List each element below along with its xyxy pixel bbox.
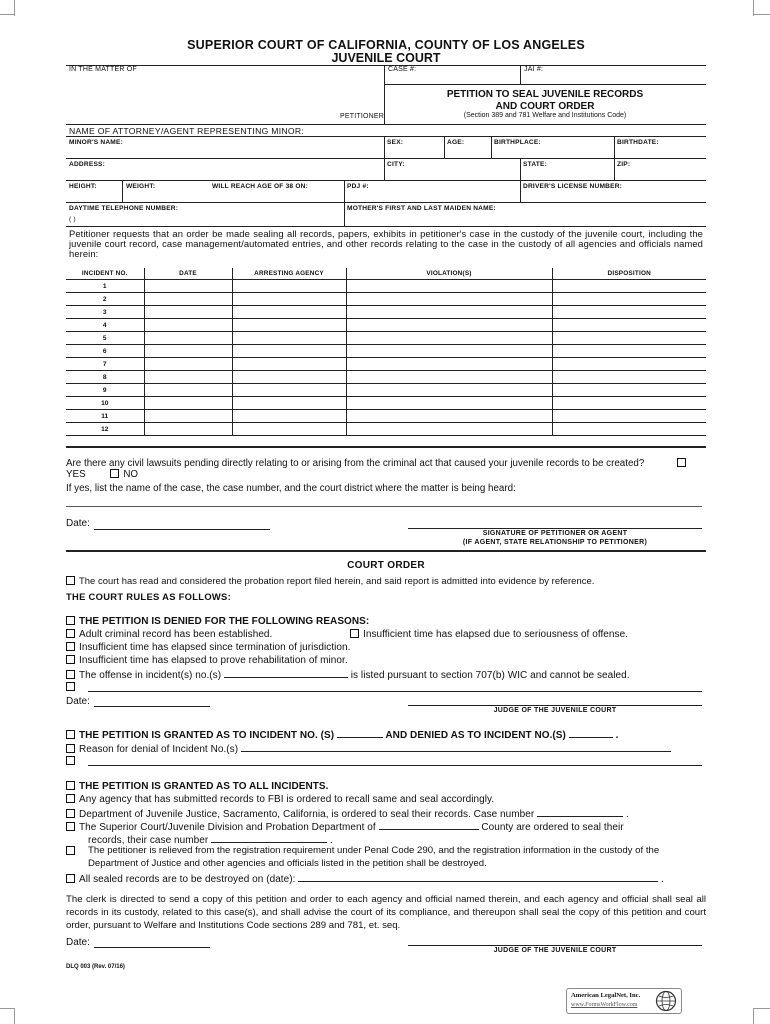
granted-incident-line[interactable]	[337, 728, 383, 738]
seriousness-row	[350, 629, 628, 640]
rule	[520, 180, 521, 202]
fbi-checkbox[interactable]	[66, 794, 75, 803]
table-row[interactable]	[66, 410, 706, 423]
petition-subtitle: AND COURT ORDER	[495, 101, 595, 112]
petition-title: PETITION TO SEAL JUVENILE RECORDS	[446, 89, 644, 100]
rule	[344, 180, 345, 202]
destroy-date-line[interactable]	[298, 872, 658, 882]
weight-field[interactable]: WEIGHT:	[126, 183, 156, 190]
publisher-url[interactable]: www.FormsWorkFlow.com	[571, 1002, 638, 1008]
globe-icon	[655, 990, 677, 1012]
granted-text-a: THE PETITION IS GRANTED AS TO INCIDENT NO. (S)	[79, 730, 335, 741]
petitioner-date-line[interactable]	[94, 529, 270, 530]
granted-all-row: THE PETITION IS GRANTED AS TO ALL INCIDENTS.	[66, 781, 328, 792]
incident-number: 1	[66, 280, 144, 293]
zip-field[interactable]: ZIP:	[617, 161, 631, 168]
rule	[344, 202, 345, 226]
denied-date-label: Date:	[66, 696, 90, 707]
pdj-number-field[interactable]: PDJ #:	[347, 183, 369, 190]
rule	[66, 180, 706, 181]
crop-mark	[14, 1008, 15, 1024]
rule	[66, 202, 706, 203]
offense-707b-row	[66, 668, 630, 681]
rule	[66, 124, 706, 125]
table-row[interactable]	[66, 293, 706, 306]
offense-text-b: is listed pursuant to section 707(b) WIC and cannot be sealed.	[350, 670, 630, 681]
granted-text-b: AND DENIED AS TO INCIDENT NO.(S)	[385, 730, 566, 741]
form-id: DLQ 003 (Rev. 07/16)	[66, 964, 125, 970]
other-reason-line[interactable]	[88, 691, 702, 692]
county-line[interactable]	[379, 820, 479, 830]
petitioner-signature-line[interactable]	[408, 528, 702, 529]
doj-text: Department of Juvenile Justice, Sacramento, California, is ordered to seal their records. Case number	[79, 809, 535, 820]
crop-mark	[753, 1008, 754, 1024]
reason-denial-text: Reason for denial of Incident No.(s)	[79, 744, 239, 755]
granted-other-line[interactable]	[88, 765, 702, 766]
granted-other-checkbox[interactable]	[66, 756, 75, 765]
reason-denial-line[interactable]	[241, 742, 671, 752]
minor-name-field[interactable]: MINOR'S NAME:	[69, 139, 123, 146]
destroy-checkbox[interactable]	[66, 874, 75, 883]
granted-all-heading: THE PETITION IS GRANTED AS TO ALL INCIDENTS	[79, 781, 326, 792]
table-row[interactable]	[66, 384, 706, 397]
signature-caption-agent: (IF AGENT, STATE RELATIONSHIP TO PETITIONER)	[462, 539, 648, 546]
col-date: DATE	[144, 268, 232, 280]
final-judge-caption: JUDGE OF THE JUVENILE COURT	[493, 947, 617, 954]
considered-checkbox[interactable]	[66, 576, 75, 585]
table-row[interactable]	[66, 423, 706, 436]
seriousness-text: Insufficient time has elapsed due to seriousness of offense.	[363, 629, 629, 640]
age-field[interactable]: AGE:	[447, 139, 465, 146]
yes-label: YES	[66, 469, 86, 480]
rule	[520, 158, 521, 180]
phone-field[interactable]: DAYTIME TELEPHONE NUMBER:	[69, 205, 179, 212]
incident-number: 7	[66, 358, 144, 371]
petitioner-date-label: Date:	[66, 518, 90, 529]
seriousness-checkbox[interactable]	[350, 629, 359, 638]
state-field[interactable]: STATE:	[523, 161, 548, 168]
granted-partial-checkbox[interactable]	[66, 730, 75, 739]
civil-lawsuit-question	[66, 458, 704, 480]
crop-mark	[0, 14, 14, 15]
mother-maiden-name-field[interactable]: MOTHER'S FIRST AND LAST MAIDEN NAME:	[347, 205, 496, 212]
rule	[520, 65, 521, 84]
incident-number: 6	[66, 345, 144, 358]
rule	[384, 136, 385, 158]
crop-mark	[0, 1008, 14, 1009]
other-reason-checkbox[interactable]	[66, 682, 75, 691]
doj-row: Department of Juvenile Justice, Sacramento, California, is ordered to seal their records. Case number .	[66, 807, 629, 820]
crop-mark	[754, 14, 770, 15]
court-rules-heading: THE COURT RULES AS FOLLOWS:	[66, 591, 232, 602]
adult-record-row	[66, 629, 272, 640]
reason-denial-row	[66, 742, 671, 755]
rule	[66, 158, 706, 159]
denied-row	[66, 616, 369, 627]
rule	[384, 84, 706, 85]
jurisdiction-row	[66, 642, 351, 653]
sex-field[interactable]: SEX:	[387, 139, 404, 146]
superior-case-row: records, their case number .	[88, 835, 333, 846]
destroy-text: All sealed records are to be destroyed on (date):	[79, 874, 296, 885]
publisher-logo	[566, 988, 682, 1014]
granted-all-checkbox[interactable]	[66, 781, 75, 790]
incident-number: 12	[66, 423, 144, 436]
col-arresting-agency: ARRESTING AGENCY	[232, 268, 346, 280]
publisher-name: American LegalNet, Inc.	[571, 992, 641, 999]
height-field[interactable]: HEIGHT:	[69, 183, 97, 190]
considered-text: The court has read and considered the probation report filed herein, and said report is admitted into evidence by reference.	[79, 575, 595, 586]
denied-judge-signature-line[interactable]	[408, 705, 702, 706]
case-number-field[interactable]: CASE #:	[388, 66, 417, 73]
request-paragraph: Petitioner requests that an order be made sealing all records, papers, exhibits in petitioner's case in the custody of the juvenile court, including the juvenile court record, case management/automated entries, and other records relating to the case in the custody of all agencies and officials named herein:	[69, 228, 703, 260]
rule	[66, 550, 706, 552]
offense-text-a: The offense in incident(s) no.(s)	[79, 670, 222, 681]
jurisdiction-checkbox[interactable]	[66, 642, 75, 651]
col-disposition: DISPOSITION	[552, 268, 706, 280]
rule	[491, 136, 492, 158]
table-row[interactable]	[66, 397, 706, 410]
rule	[66, 446, 706, 448]
clerk-directive: The clerk is directed to send a copy of this petition and order to each agency and official named therein, and each agency and official shall seal all records in its custody, related to this case(s), and shall advise the court of its compliance, and thereupon shall seal the copy of this petition and court order, pursuant to Welfare and Institutions Code sections 289 and 781, et. seq.	[66, 894, 706, 931]
in-the-matter-label: IN THE MATTER OF	[69, 66, 137, 73]
granted-partial-row: THE PETITION IS GRANTED AS TO INCIDENT NO. (S) AND DENIED AS TO INCIDENT NO.(S) .	[66, 728, 618, 741]
fbi-text: Any agency that has submitted records to FBI is ordered to recall same and seal accordingly.	[79, 794, 495, 805]
doj-checkbox[interactable]	[66, 809, 75, 818]
considered-row	[66, 575, 594, 587]
no-label: NO	[123, 469, 139, 480]
table-row[interactable]	[66, 280, 706, 293]
address-field[interactable]: ADDRESS:	[69, 161, 106, 168]
denied-date-line[interactable]	[94, 706, 210, 707]
table-row[interactable]	[66, 345, 706, 358]
table-row[interactable]	[66, 306, 706, 319]
city-field[interactable]: CITY:	[387, 161, 405, 168]
denied-incident-line[interactable]	[569, 728, 613, 738]
final-date-label: Date:	[66, 937, 90, 948]
incident-number: 5	[66, 332, 144, 345]
col-incident-no: INCIDENT NO.	[66, 268, 144, 280]
denied-checkbox[interactable]	[66, 616, 75, 625]
drivers-license-field[interactable]: DRIVER'S LICENSE NUMBER:	[523, 183, 623, 190]
destroy-row: All sealed records are to be destroyed on (date): .	[66, 872, 664, 885]
incident-number: 11	[66, 410, 144, 423]
attorney-field[interactable]: NAME OF ATTORNEY/AGENT REPRESENTING MINOR:	[69, 126, 305, 136]
rule	[66, 136, 706, 137]
rule	[384, 158, 385, 180]
adult-record-text: Adult criminal record has been established.	[79, 629, 273, 640]
rule	[444, 136, 445, 158]
jai-number-field[interactable]: JAI #:	[524, 66, 544, 73]
phone-area-code: ( )	[69, 216, 76, 223]
final-judge-signature-line[interactable]	[408, 945, 702, 946]
court-order-title: COURT ORDER	[347, 560, 425, 571]
rehabilitation-checkbox[interactable]	[66, 655, 75, 664]
table-row[interactable]	[66, 371, 706, 384]
birthdate-field[interactable]: BIRTHDATE:	[617, 139, 659, 146]
jurisdiction-text: Insufficient time has elapsed since termination of jurisdiction.	[79, 642, 351, 653]
table-row[interactable]	[66, 358, 706, 371]
incident-table	[66, 268, 706, 436]
rule	[66, 65, 706, 66]
crop-mark	[754, 1008, 770, 1009]
rule	[614, 136, 615, 158]
incident-number: 8	[66, 371, 144, 384]
rule	[66, 226, 706, 227]
reach-age-field[interactable]: WILL REACH AGE OF 38 ON:	[212, 183, 309, 190]
civil-question-text: Are there any civil lawsuits pending directly relating to or arising from the criminal act that caused your juvenile records to be created?	[66, 458, 645, 469]
offense-707b-checkbox[interactable]	[66, 670, 75, 679]
adult-record-checkbox[interactable]	[66, 629, 75, 638]
court-name: SUPERIOR COURT OF CALIFORNIA, COUNTY OF LOS ANGELES	[187, 38, 585, 52]
denied-heading: THE PETITION IS DENIED FOR THE FOLLOWING REASONS:	[79, 616, 370, 627]
statute-reference: (Section 389 and 781 Welfare and Institutions Code)	[463, 112, 627, 119]
civil-list-instructions: If yes, list the name of the case, the case number, and the court district where the matter is being heard:	[66, 483, 516, 494]
judge-caption: JUDGE OF THE JUVENILE COURT	[493, 707, 617, 714]
incident-table-header	[66, 268, 706, 280]
table-row[interactable]	[66, 332, 706, 345]
rule	[614, 158, 615, 180]
petitioner-label: PETITIONER	[340, 113, 385, 120]
superior-text-a: The Superior Court/Juvenile Division and Probation Department of	[79, 822, 376, 833]
no-checkbox[interactable]	[110, 469, 119, 478]
incident-number: 4	[66, 319, 144, 332]
civil-details-line[interactable]	[66, 506, 702, 507]
court-division: JUVENILE COURT	[331, 51, 441, 65]
incident-number: 9	[66, 384, 144, 397]
incident-number: 10	[66, 397, 144, 410]
doj-case-number-line[interactable]	[537, 807, 623, 817]
incident-number: 3	[66, 306, 144, 319]
pc290-text: The petitioner is relieved from the registration requirement under Penal Code 290, and the registration information in the custody of the Department of Justice and other agencies and officials listed in the petition shall be destroyed.	[88, 845, 660, 869]
rehabilitation-text: Insufficient time has elapsed to prove rehabilitation of minor.	[79, 655, 348, 666]
offense-incident-line[interactable]	[224, 668, 348, 678]
fbi-row	[66, 794, 494, 805]
superior-court-row	[66, 820, 624, 833]
incident-number: 2	[66, 293, 144, 306]
superior-text-c: records, their case number	[88, 835, 209, 846]
yes-checkbox[interactable]	[677, 458, 686, 467]
pc290-checkbox[interactable]	[66, 846, 75, 855]
superior-court-checkbox[interactable]	[66, 822, 75, 831]
reason-denial-checkbox[interactable]	[66, 744, 75, 753]
birthplace-field[interactable]: BIRTHPLACE:	[494, 139, 541, 146]
rehabilitation-row	[66, 655, 348, 666]
superior-case-number-line[interactable]	[211, 833, 327, 843]
table-row[interactable]	[66, 319, 706, 332]
signature-caption: SIGNATURE OF PETITIONER OR AGENT	[482, 530, 628, 537]
crop-mark	[14, 0, 15, 16]
final-date-line[interactable]	[94, 947, 210, 948]
col-violations: VIOLATION(S)	[346, 268, 552, 280]
rule	[122, 180, 123, 202]
superior-text-b: County are ordered to seal their	[481, 822, 624, 833]
